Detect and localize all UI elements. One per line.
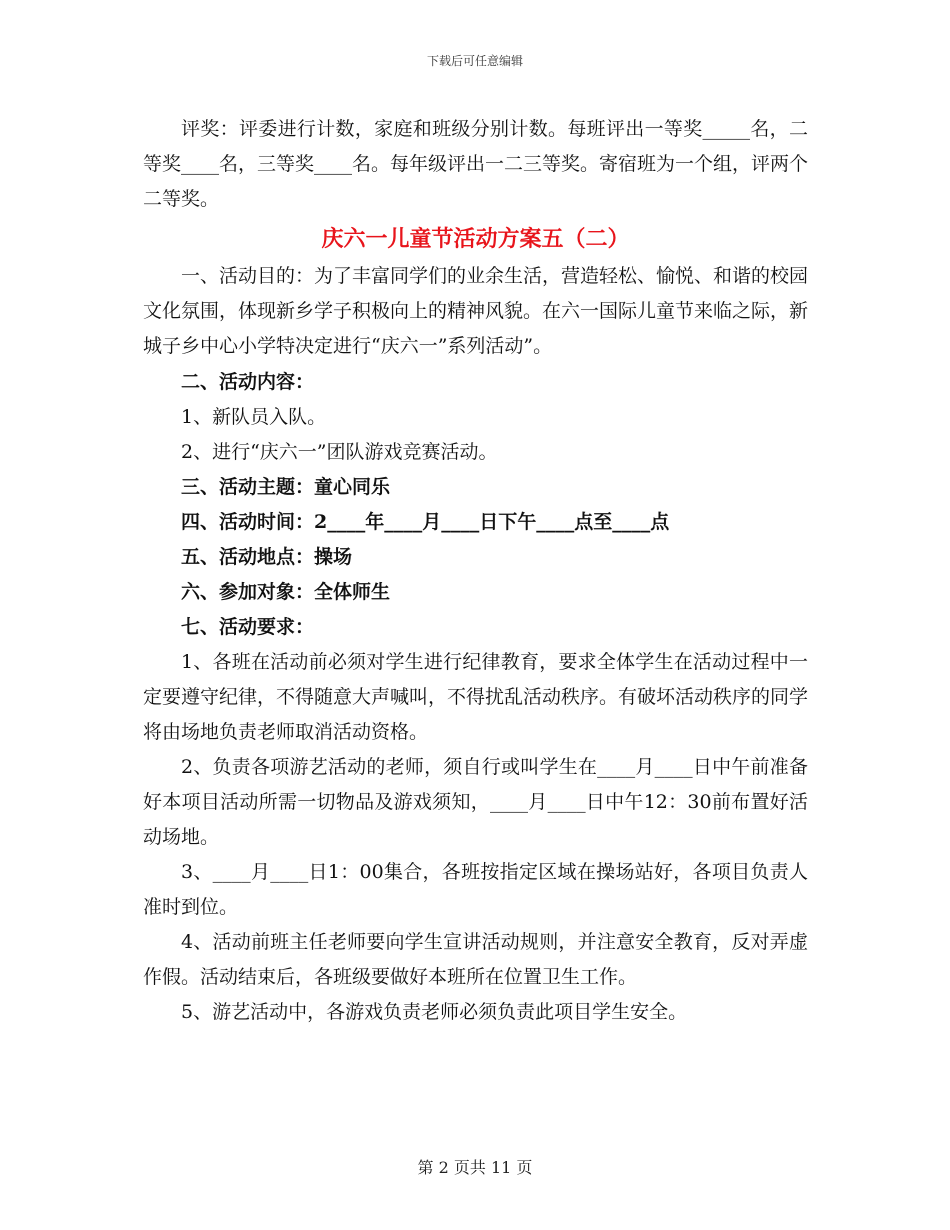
location-line: 五、活动地点：操场 <box>181 546 353 568</box>
requirement-item-3: 3、____月____日1：00集合，各班按指定区域在操场站好，各项目负责人准时到位。 <box>143 861 808 918</box>
time-line: 四、活动时间：2____年____月____日下午____点至____点 <box>181 511 670 533</box>
content-item-2: 2、进行“庆六一”团队游戏竞赛活动。 <box>181 441 498 463</box>
page-header: 下载后可任意编辑 <box>426 54 523 68</box>
page-footer: 第 2 页共 11 页 <box>417 1158 533 1177</box>
content-heading: 二、活动内容： <box>181 371 315 393</box>
requirement-item-2: 2、负责各项游艺活动的老师，须自行或叫学生在____月____日中午前准备好本项目活动所需一切物品及游戏须知，____月____日中午12：30前布置好活动场地。 <box>143 756 808 848</box>
document-body <box>143 112 808 1030</box>
requirement-item-1: 1、各班在活动前必须对学生进行纪律教育，要求全体学生在活动过程中一定要遵守纪律，不得随意大声喊叫，不得扰乱活动秩序。有破坏活动秩序的同学将由场地负责老师取消活动资格。 <box>143 651 809 743</box>
requirement-item-5: 5、游艺活动中，各游戏负责老师必须负责此项目学生安全。 <box>181 1001 688 1023</box>
content-item-1: 1、新队员入队。 <box>181 406 327 428</box>
section-title: 庆六一儿童节活动方案五（二） <box>321 226 630 252</box>
purpose-paragraph: 一、活动目的：为了丰富同学们的业余生活，营造轻松、愉悦、和谐的校园文化氛围，体现新乡学子积极向上的精神风貌。在六一国际儿童节来临之际，新城子乡中心小学特决定进行“庆六一”系列活动”。 <box>143 265 809 357</box>
theme-line: 三、活动主题：童心同乐 <box>181 476 391 498</box>
participants-line: 六、参加对象：全体师生 <box>181 581 391 603</box>
requirements-heading: 七、活动要求： <box>181 616 315 638</box>
award-paragraph: 评奖：评委进行计数，家庭和班级分别计数。每班评出一等奖_____名，二等奖____名，三等奖____名。每年级评出一二三等奖。寄宿班为一个组，评两个二等奖。 <box>143 118 809 210</box>
requirement-item-4: 4、活动前班主任老师要向学生宣讲活动规则，并注意安全教育，反对弄虚作假。活动结束后，各班级要做好本班所在位置卫生工作。 <box>143 931 808 988</box>
